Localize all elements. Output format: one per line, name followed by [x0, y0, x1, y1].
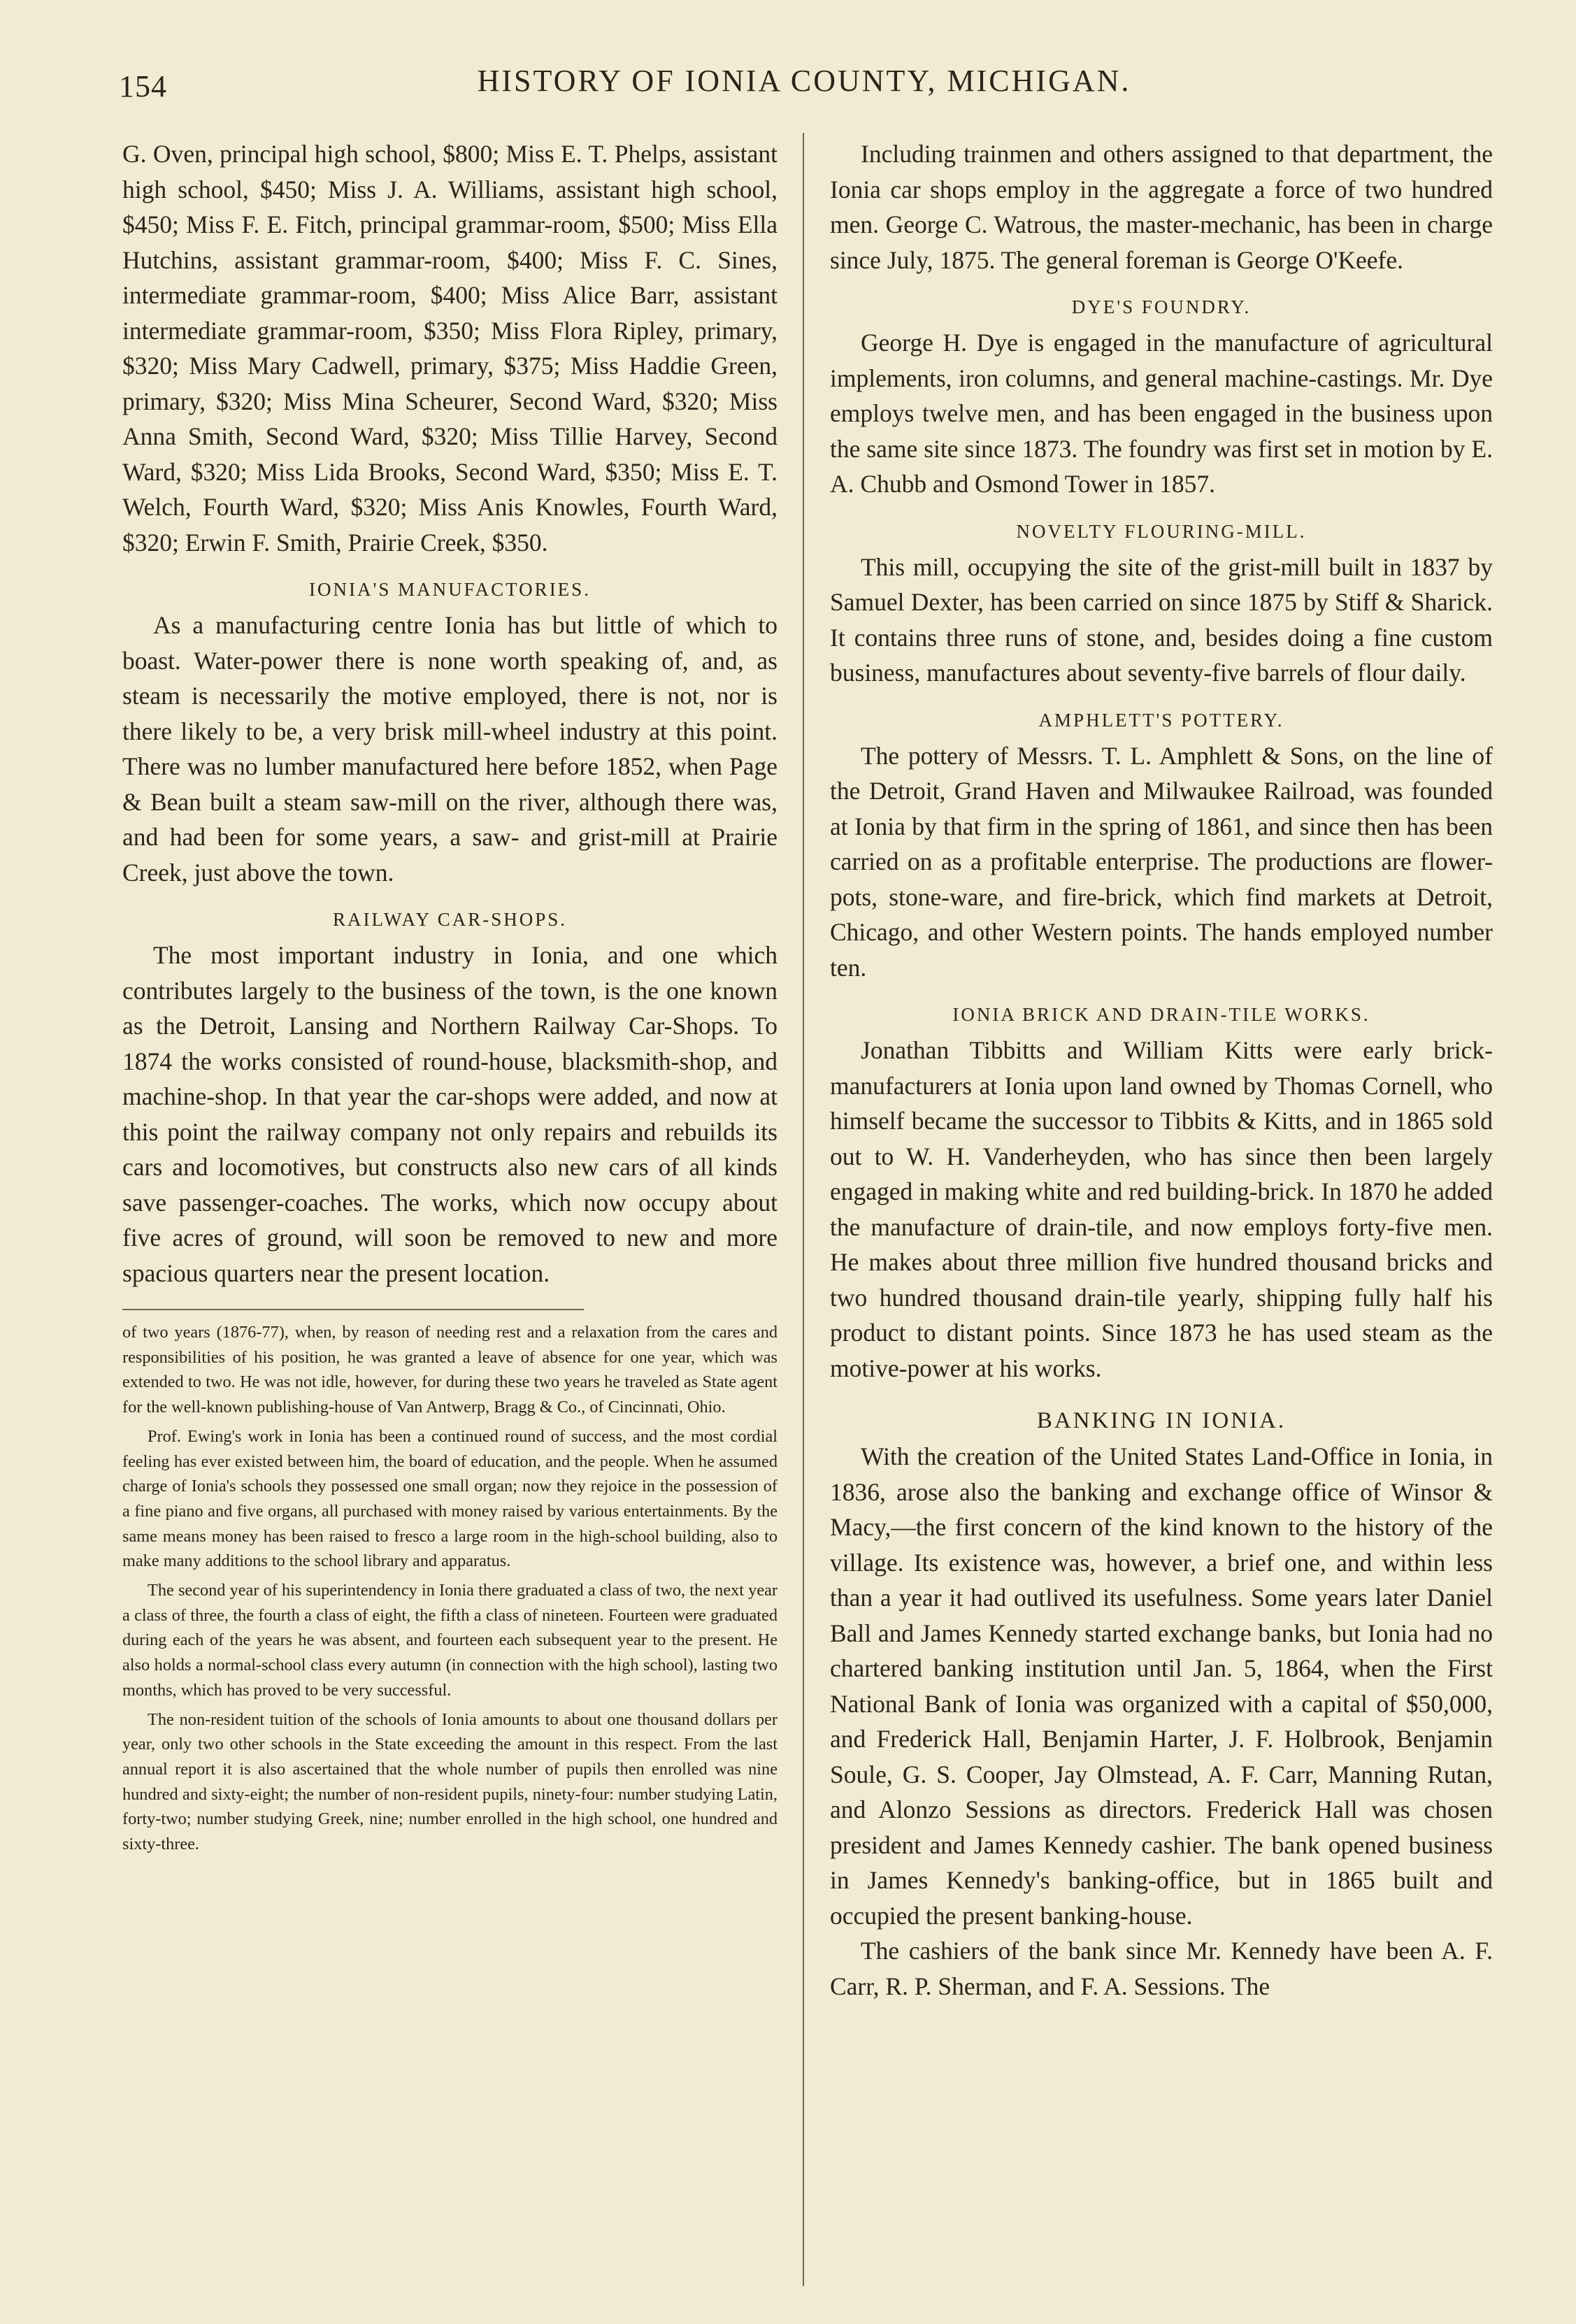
footnote-tuition: The non-resident tuition of the schools of Ionia amounts to about one thousand dollars per year, only two other schools in the State exceeding the amount in this respect. From the last annual report it is also ascertained that the whole number of pupils then enrolled was nine hundred and sixty-eight; the number of non-resident pupils, ninety-four: number studying Latin, forty-two; number studying Greek, nine; number enrolled in the high school, one hundred and sixty-three.: [122, 1709, 778, 1854]
paragraph-railway-car-shops: The most important industry in Ionia, and one which contributes largely to the business of the town, is the one known as the Detroit, Lansing and Northern Railway Car-Shops. To 1874 the works consisted of round-house, blacksmith-shop, and machine-shop. In that year the car-shops were added, and now at this point the railway company not only repairs and rebuilds its cars and locomotives, but constructs also new cars of all kinds save passenger-coaches. The works, which now occupy about five acres of ground, will soon be removed to new and more spacious quarters near the present location.: [122, 941, 778, 1287]
footnotes: [122, 1320, 778, 1857]
paragraph-novelty-flouring-mill: This mill, occupying the site of the grist-mill built in 1837 by Samuel Dexter, has been carried on since 1875 by Stiff & Sharick. It contains three runs of stone, and, besides doing a fine custom business, manufactures about seventy-five barrels of flour daily.: [830, 552, 1493, 687]
footnote-graduates: The second year of his superintendency in Ionia there graduated a class of two, the next year a class of three, the fourth a class of eight, the fifth a class of nineteen. Fourteen were graduated during each of the years he was absent, and fourteen each subsequent year to the present. He also holds a normal-school class every autumn (in connection with the high school), lasting two months, which has proved to be very successful.: [122, 1581, 778, 1700]
heading-railway-car-shops: RAILWAY CAR-SHOPS.: [332, 909, 568, 930]
paragraph-teacher-salaries: G. Oven, principal high school, $800; Miss E. T. Phelps, assistant high school, $450; Miss J. A. Williams, assistant high school, $450; Miss F. E. Fitch, principal grammar-room, $500; Miss Ella Hutchins, assistant grammar-room, $400; Miss F. C. Sines, intermediate grammar-room, $400; Miss Alice Barr, assistant intermediate grammar-room, $350; Miss Flora Ripley, primary, $320; Miss Mary Cadwell, primary, $375; Miss Haddie Green, primary, $320; Miss Mina Scheurer, Second Ward, $320; Miss Anna Smith, Second Ward, $320; Miss Tillie Harvey, Second Ward, $320; Miss Lida Brooks, Second Ward, $350; Miss E. T. Welch, Fourth Ward, $320; Miss Anis Knowles, Fourth Ward, $320; Erwin F. Smith, Prairie Creek, $350.: [122, 140, 778, 557]
heading-novelty-flouring-mill: NOVELTY FLOURING-MILL.: [1016, 520, 1307, 542]
footnote-ewing-leave: of two years (1876-77), when, by reason of needing rest and a relaxation from the cares and responsibilities of his position, he was granted a leave of absence for one year, which was extended to two. He was not idle, however, for during these two years he traveled as State agent for the well-known publishing-house of Van Antwerp, Bragg & Co., of Cincinnati, Ohio.: [122, 1323, 778, 1417]
heading-banking: BANKING IN IONIA.: [1036, 1408, 1287, 1433]
footnote-rule: [122, 1309, 584, 1310]
page-number: 154: [119, 69, 167, 103]
running-title: HISTORY OF IONIA COUNTY, MICHIGAN.: [477, 64, 1131, 98]
paragraph-trainmen: Including trainmen and others assigned to that department, the Ionia car shops employ in the aggregate a force of two hundred men. George C. Watrous, the master-mechanic, has been in charge since July, 1875. The general foreman is George O'Keefe.: [830, 140, 1493, 274]
paragraph-manufactories: As a manufacturing centre Ionia has but little of which to boast. Water-power there is none worth speaking of, and, as steam is necessarily the motive employed, there is not, nor is there likely to be, a very brisk mill-wheel industry at this point. There was no lumber manufactured here before 1852, when Page & Bean built a steam saw-mill on the river, although there was, and had been for some years, a saw- and grist-mill at Prairie Creek, just above the town.: [122, 611, 778, 887]
paragraph-banking: With the creation of the United States Land-Office in Ionia, in 1836, arose also the banking and exchange office of Winsor & Macy,—the first concern of the kind known to the history of the village. Its existence was, however, a brief one, and within less than a year it had outlived its usefulness. Some years later Daniel Ball and James Kennedy started exchange banks, but Ionia had no chartered banking institution until Jan. 5, 1864, when the First National Bank of Ionia was organized with a capital of $50,000, and Frederick Hall, Benjamin Harter, J. F. Holbrook, Benjamin Soule, G. S. Cooper, Jay Olmstead, A. F. Carr, Manning Rutan, and Alonzo Sessions as directors. Frederick Hall was chosen president and James Kennedy cashier. The bank opened business in James Kennedy's banking-office, but in 1865 built and occupied the present banking-house.: [830, 1442, 1493, 1930]
right-column: [830, 136, 1493, 2004]
paragraph-dyes-foundry: George H. Dye is engaged in the manufacture of agricultural implements, iron columns, and general machine-castings. Mr. Dye employs twelve men, and has been engaged in the business upon the same site since 1873. The foundry was first set in motion by E. A. Chubb and Osmond Tower in 1857.: [830, 329, 1493, 498]
heading-brick-works: IONIA BRICK AND DRAIN-TILE WORKS.: [952, 1004, 1370, 1025]
heading-amphletts-pottery: AMPHLETT'S POTTERY.: [1038, 709, 1284, 731]
paragraph-brick-works: Jonathan Tibbitts and William Kitts were early brick-manufacturers at Ionia upon land owned by Thomas Cornell, who himself became the successor to Tibbits & Kitts, and in 1865 sold out to W. H. Vanderheyden, who has since then been largely engaged in making white and red building-brick. In 1870 he added the manufacture of drain-tile, and now employs forty-five men. He makes about three million five hundred thousand bricks and two hundred thousand drain-tile yearly, shipping fully half his product to distant points. Since 1873 he has used steam as the motive-power at his works.: [830, 1036, 1493, 1382]
paragraph-cashiers: The cashiers of the bank since Mr. Kennedy have been A. F. Carr, R. P. Sherman, and F. A. Sessions. The: [830, 1937, 1493, 2000]
page-header: [119, 56, 1489, 112]
footnote-ewing-work: Prof. Ewing's work in Ionia has been a continued round of success, and the most cordial feeling has ever existed between him, the board of education, and the people. When he assumed charge of Ionia's schools they possessed one small organ; now they rejoice in the possession of a fine piano and five organs, all purchased with money raised by various entertainments. By the same means money has been raised to fresco a large room in the high-school building, also to make many additions to the school library and apparatus.: [122, 1426, 778, 1571]
paragraph-amphletts-pottery: The pottery of Messrs. T. L. Amphlett & Sons, on the line of the Detroit, Grand Haven and Milwaukee Railroad, was founded at Ionia by that firm in the spring of 1861, and since then has been carried on as a profitable enterprise. The productions are flower-pots, stone-ware, and fire-brick, which find markets at Detroit, Chicago, and other Western points. The hands employed number ten.: [830, 741, 1493, 982]
left-column: [122, 136, 778, 1861]
heading-dyes-foundry: DYE'S FOUNDRY.: [1071, 296, 1252, 317]
heading-manufactories: IONIA'S MANUFACTORIES.: [309, 579, 591, 600]
column-divider: [803, 133, 804, 2286]
